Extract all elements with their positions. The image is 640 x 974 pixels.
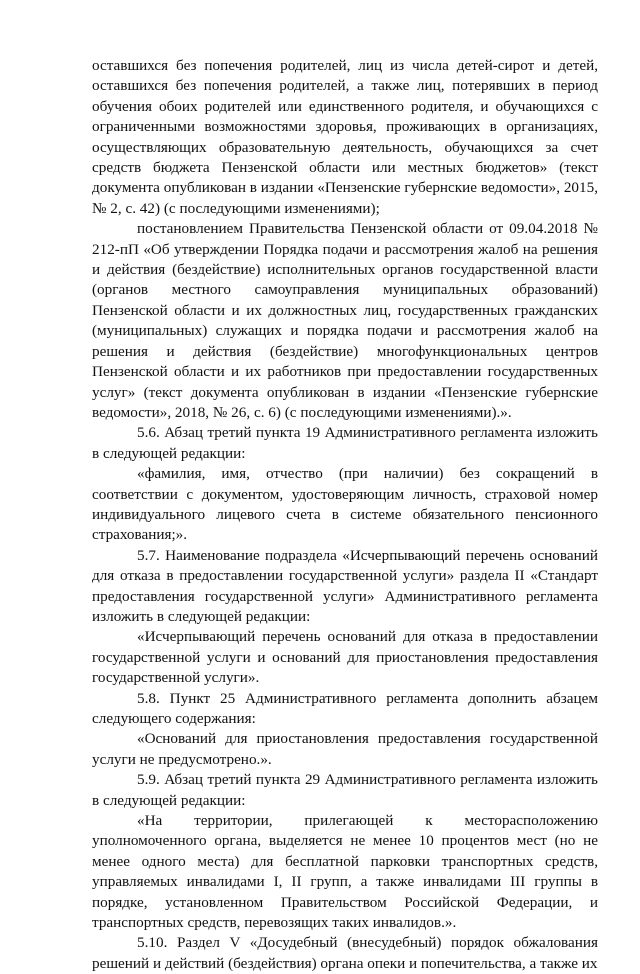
paragraph-3: 5.6. Абзац третий пункта 19 Административного регламента изложить в следующей редакции:	[92, 424, 598, 462]
document-page	[92, 56, 598, 974]
paragraph-6: «Исчерпывающий перечень оснований для отказа в предоставлении государственной услуги и оснований для приостановления предоставления государственной услуги».	[92, 628, 598, 687]
paragraph-8: «Оснований для приостановления предоставления государственной услуги не предусмотрено.».	[92, 730, 598, 768]
paragraph-7: 5.8. Пункт 25 Административного регламента дополнить абзацем следующего содержания:	[92, 689, 598, 727]
paragraph-5: 5.7. Наименование подраздела «Исчерпывающий перечень оснований для отказа в предоставлении государственной услуги» раздела II «Стандарт предоставления государственной услуги» Административного регламента изложить в следующей редакции:	[92, 546, 598, 625]
paragraph-2: постановлением Правительства Пензенской области от 09.04.2018 № 212-пП «Об утверждении Порядка подачи и рассмотрения жалоб на решения и действия (бездействие) исполнительных органов государственной власти (органов местного самоуправления муниципальных образований) Пензенской области и их должностных лиц, государственных гражданских (муниципальных) служащих и порядка подачи и рассмотрения жалоб на решения и действия (бездействие) многофункциональных центров Пензенской области и их работников при предоставлении государственных услуг» (текст документа опубликован в издании «Пензенские губернские ведомости», 2018, № 26, с. 6) (с последующими изменениями).».	[92, 220, 598, 421]
paragraph-11: 5.10. Раздел V «Досудебный (внесудебный) порядок обжалования решений и действий (бездействия) органа опеки и попечительства, а также их	[92, 934, 598, 972]
paragraph-4: «фамилия, имя, отчество (при наличии) без сокращений в соответствии с документом, удостоверяющим личность, страховой номер индивидуального лицевого счета в системе обязательного пенсионного страхования;».	[92, 465, 598, 544]
paragraph-9: 5.9. Абзац третий пункта 29 Административного регламента изложить в следующей редакции:	[92, 771, 598, 809]
paragraph-10: «На территории, прилегающей к месторасположению уполномоченного органа, выделяется не менее 10 процентов мест (но не менее одного места) для бесплатной парковки транспортных средств, управляемых инвалидами I, II групп, а также инвалидами III группы в порядке, установленном Правительством Российской Федерации, и транспортных средств, перевозящих таких инвалидов.».	[92, 812, 598, 932]
paragraph-1: оставшихся без попечения родителей, лиц из числа детей-сирот и детей, оставшихся без попечения родителей, а также лиц, потерявших в период обучения обоих родителей или единственного родителя, и обучающихся с ограниченными возможностями здоровья, проживающих в организациях, осуществляющих образовательную деятельность, обучающихся за счет средств бюджета Пензенской области или местных бюджетов» (текст документа опубликован в издании «Пензенские губернские ведомости», 2015, № 2, с. 42) (с последующими изменениями);	[92, 57, 598, 217]
